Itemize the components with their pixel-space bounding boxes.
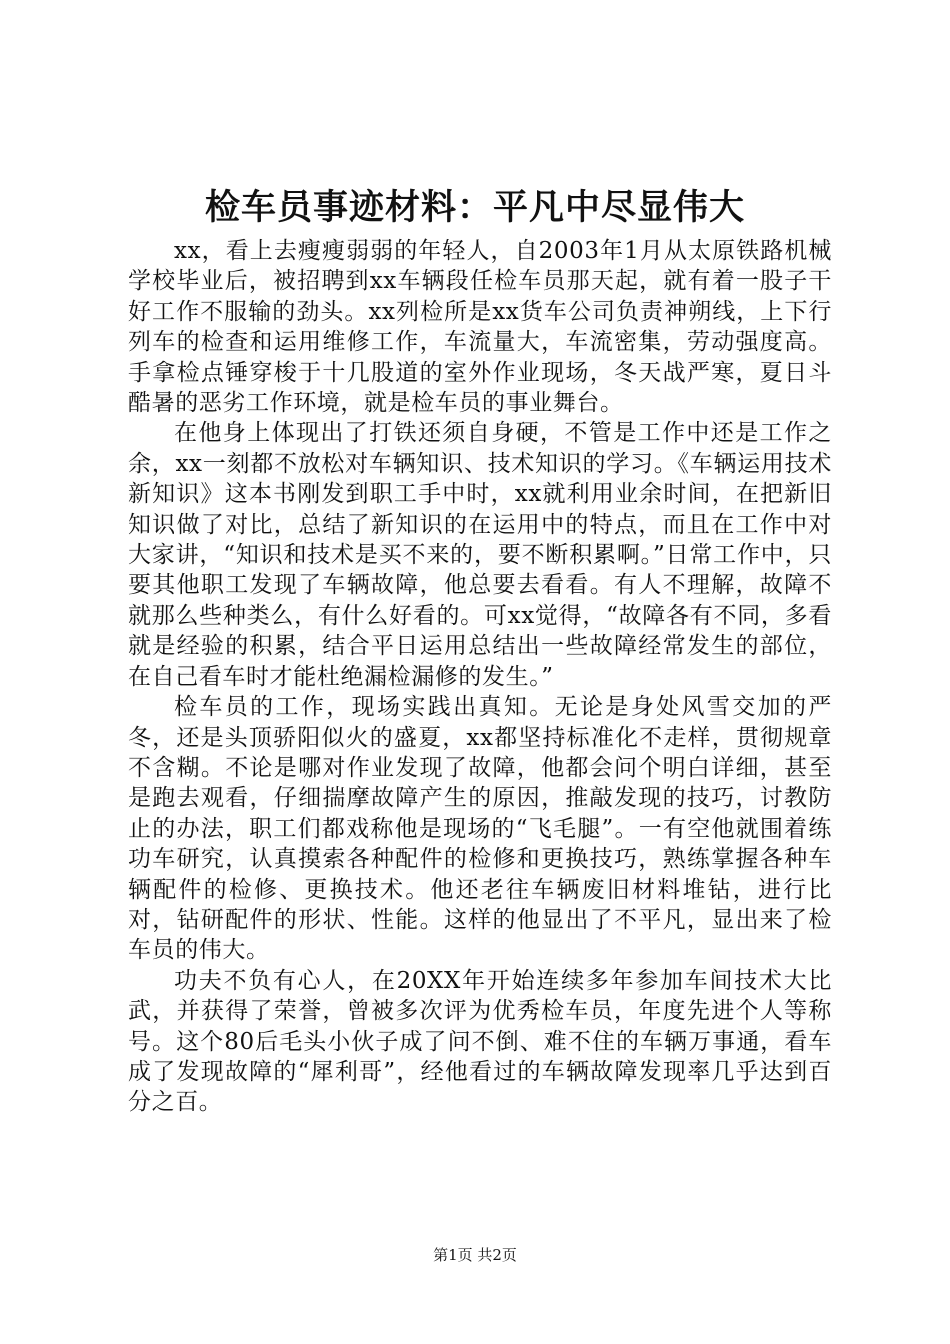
paragraph-4: 功夫不负有心人，在20XX年开始连续多年参加车间技术大比武，并获得了荣誉，曾被多次评为优秀检车员，年度先进个人等称号。这个80后毛头小伙子成了问不倒、难不住的车辆万事通，看车成了发现故障的“犀利哥”，经他看过的车辆故障发现率几乎达到百分之百。 — [128, 967, 832, 1116]
document-title: 检车员事迹材料：平凡中尽显伟大 — [204, 187, 745, 228]
page-footer: 第1页 共2页 — [433, 1246, 517, 1264]
paragraph-2: 在他身上体现出了打铁还须自身硬，不管是工作中还是工作之余，xx一刻都不放松对车辆知识、技术知识的学习。《车辆运用技术新知识》这本书刚发到职工手中时，xx就利用业余时间，在把新旧知识做了对比，总结了新知识的在运用中的特点，而且在工作中对大家讲，“知识和技术是买不来的，要不断积累啊。”日常工作中，只要其他职工发现了车辆故障，他总要去看看。有人不理解，故障不就那么些种类么，有什么好看的。可xx觉得，“故障各有不同，多看就是经验的积累，结合平日运用总结出一些故障经常发生的部位，在自己看车时才能杜绝漏检漏修的发生。” — [128, 420, 832, 690]
paragraph-1: xx，看上去瘦瘦弱弱的年轻人，自2003年1月从太原铁路机械学校毕业后，被招聘到xx车辆段任检车员那天起，就有着一股子干好工作不服输的劲头。xx列检所是xx货车公司负责神朔线，上下行列车的检查和运用维修工作，车流量大，车流密集，劳动强度高。手拿检点锤穿梭于十几股道的室外作业现场，冬天战严寒，夏日斗酷暑的恶劣工作环境，就是检车员的事业舞台。 — [128, 238, 832, 417]
document-body — [128, 236, 832, 1118]
paragraph-3: 检车员的工作，现场实践出真知。无论是身处风雪交加的严冬，还是头顶骄阳似火的盛夏，xx都坚持标准化不走样，贯彻规章不含糊。不论是哪对作业发现了故障，他都会问个明白详细，甚至是跑去观看，仔细揣摩故障产生的原因，推敲发现的技巧，讨教防止的办法，职工们都戏称他是现场的“飞毛腿”。一有空他就围着练功车研究，认真摸索各种配件的检修和更换技巧，熟练掌握各种车辆配件的检修、更换技术。他还老往车辆废旧材料堆钻，进行比对，钻研配件的形状、性能。这样的他显出了不平凡，显出来了检车员的伟大。 — [128, 694, 832, 964]
